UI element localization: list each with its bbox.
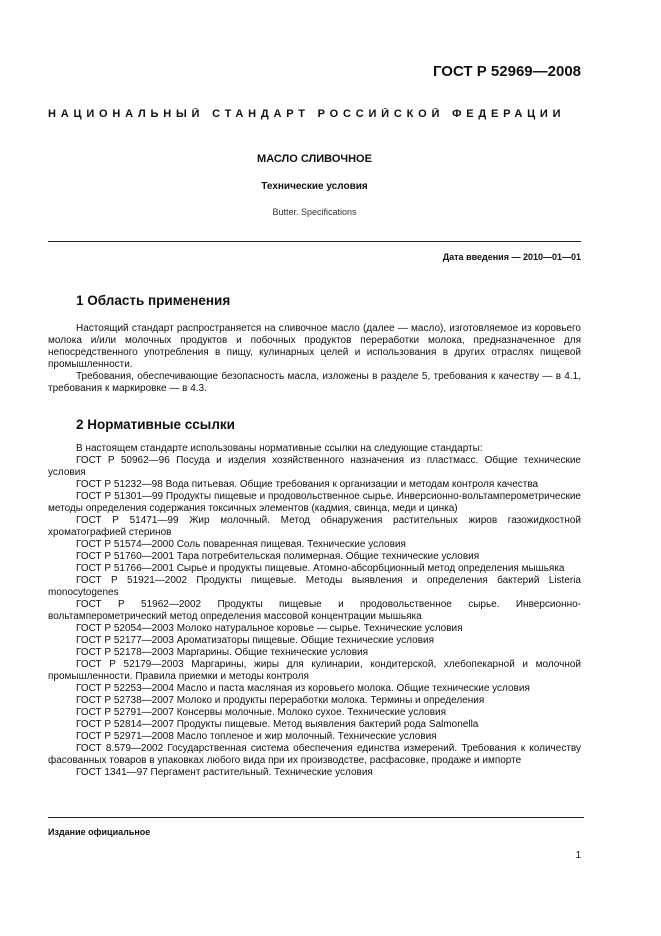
- english-title: Butter. Specifications: [272, 207, 357, 217]
- reference-item: ГОСТ Р 52814—2007 Продукты пищевые. Метод выявления бактерий рода Salmonella: [76, 719, 479, 730]
- effective-date: Дата введения — 2010—01—01: [442, 252, 581, 262]
- section-2-body: [48, 443, 581, 779]
- reference-item: ГОСТ Р 52177—2003 Ароматизаторы пищевые. Общие технические условия: [76, 635, 435, 646]
- reference-item: ГОСТ Р 52971—2008 Масло топленое и жир молочный. Технические условия: [76, 731, 437, 742]
- header-divider: [48, 241, 581, 242]
- reference-item: ГОСТ Р 51471—99 Жир молочный. Метод обнаружения растительных жиров газожидкостной хроматографией стеринов: [48, 515, 581, 538]
- section-1-body: [48, 323, 581, 395]
- reference-item: ГОСТ Р 52178—2003 Маргарины. Общие технические условия: [76, 647, 369, 658]
- reference-item: ГОСТ Р 51232—98 Вода питьевая. Общие требования к организации и методам контроля качества: [76, 479, 539, 490]
- reference-item: ГОСТ 8.579—2002 Государственная система обеспечения единства измерений. Требования к количеству фасованных товаров в упаковках любого вида при их производстве, расфасовке, продаже и импорте: [48, 743, 581, 766]
- section-2-heading: 2 Нормативные ссылки: [76, 417, 235, 432]
- reference-item: ГОСТ Р 52054—2003 Молоко натуральное коровье — сырье. Технические условия: [76, 623, 463, 634]
- reference-item: ГОСТ Р 52738—2007 Молоко и продукты переработки молока. Термины и определения: [76, 695, 485, 706]
- footer-divider: [48, 817, 584, 818]
- official-edition-label: Издание официальное: [48, 827, 151, 837]
- section-1-paragraph: Настоящий стандарт распространяется на сливочное масло (далее — масло), изготовляемое из коровьего молока и/или молочных продуктов и побочных продуктов переработки молока, предназначенное для непосредственного употребления в пищу, кулинарных целей и использования в других отраслях пищевой промышленности.: [48, 323, 581, 370]
- reference-item: ГОСТ Р 52179—2003 Маргарины, жиры для кулинарии, кондитерской, хлебопекарной и молочной промышленности. Правила приемки и методы контроля: [48, 659, 581, 682]
- reference-item: ГОСТ Р 51301—99 Продукты пищевые и продовольственное сырье. Инверсионно-вольтамперометрические методы определения содержания токсичных элементов (кадмия, свинца, меди и цинка): [48, 491, 581, 514]
- section-1-paragraph: Требования, обеспечивающие безопасность масла, изложены в разделе 5, требования к качеству — в 4.1, требования к маркировке — в 4.3.: [48, 371, 581, 394]
- reference-item: ГОСТ Р 52791—2007 Консервы молочные. Молоко сухое. Технические условия: [76, 707, 447, 718]
- gost-number: ГОСТ Р 52969—2008: [432, 63, 581, 80]
- reference-item: ГОСТ Р 51921—2002 Продукты пищевые. Методы выявления и определения бактерий Listeria monocytogenes: [48, 575, 581, 598]
- reference-item: ГОСТ Р 51962—2002 Продукты пищевые и продовольственное сырье. Инверсионно-вольтамперометрический метод определения массовой концентрации мышьяка: [48, 599, 581, 622]
- document-title: МАСЛО СЛИВОЧНОЕ: [257, 153, 372, 165]
- references-intro: В настоящем стандарте использованы нормативные ссылки на следующие стандарты:: [76, 443, 483, 454]
- reference-item: ГОСТ 1341—97 Пергамент растительный. Технические условия: [76, 767, 373, 778]
- reference-item: ГОСТ Р 51766—2001 Сырье и продукты пищевые. Атомно-абсорбционный метод определения мышьяка: [76, 563, 565, 574]
- document-subtitle: Технические условия: [261, 181, 368, 192]
- national-standard-banner: НАЦИОНАЛЬНЫЙ СТАНДАРТ РОССИЙСКОЙ ФЕДЕРАЦИИ: [48, 108, 566, 120]
- reference-item: ГОСТ Р 52253—2004 Масло и паста масляная из коровьего молока. Общие технические условия: [76, 683, 530, 694]
- reference-item: ГОСТ Р 51760—2001 Тара потребительская полимерная. Общие технические условия: [76, 551, 480, 562]
- reference-item: ГОСТ Р 51574—2000 Соль поваренная пищевая. Технические условия: [76, 539, 406, 550]
- reference-item: ГОСТ Р 50962—96 Посуда и изделия хозяйственного назначения из пластмасс. Общие технические условия: [48, 455, 581, 478]
- section-1-heading: 1 Область применения: [76, 293, 231, 308]
- page-number: 1: [575, 850, 581, 861]
